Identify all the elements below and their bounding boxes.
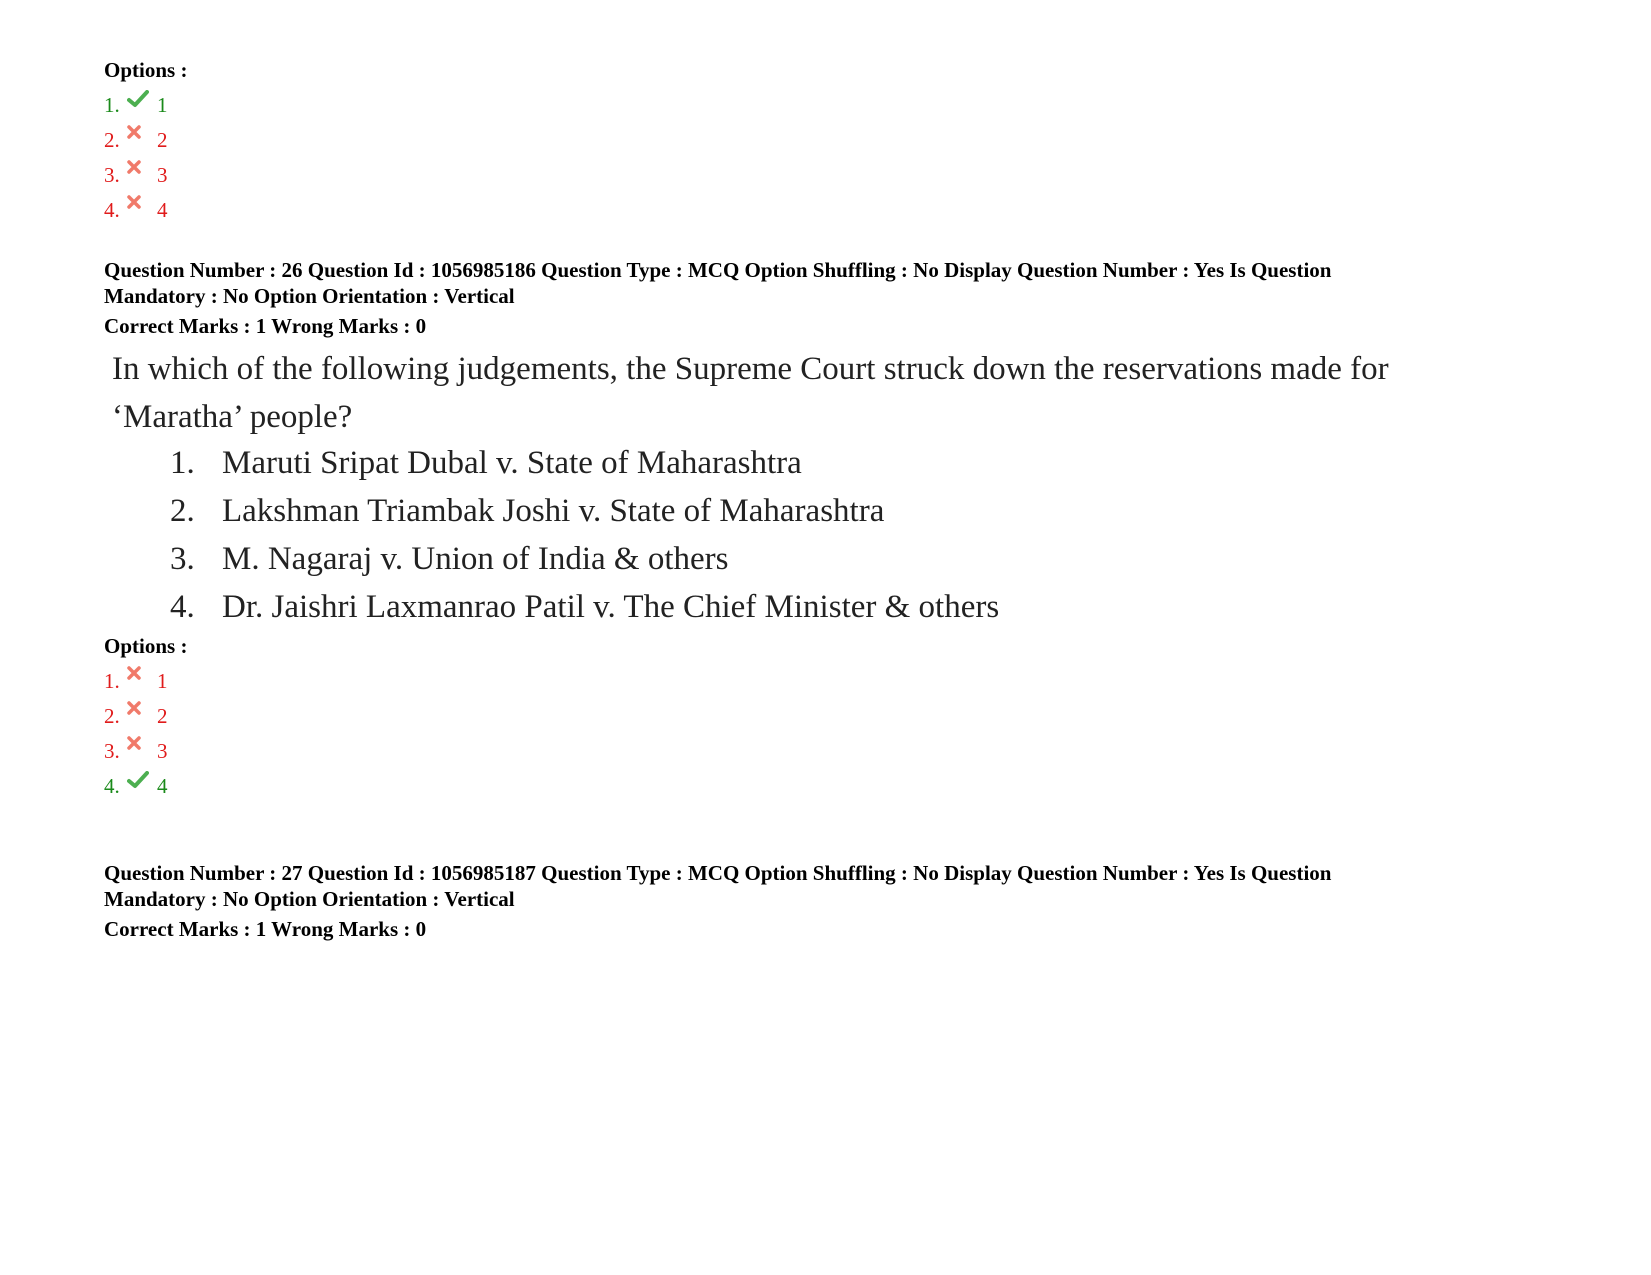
option-number: 3. — [104, 163, 120, 187]
option-number: 3. — [104, 739, 120, 763]
option-item — [104, 699, 1584, 734]
options-label: Options : — [104, 58, 188, 82]
choice-text: M. Nagaraj v. Union of India & others — [222, 541, 729, 577]
option-value: 3 — [157, 163, 168, 187]
question-meta-line-1: Question Number : 26 Question Id : 1056985186 Question Type : MCQ Option Shuffling : No Display Question Number : Yes Is Question — [104, 258, 1332, 282]
cross-icon — [127, 193, 157, 228]
option-item — [104, 158, 187, 193]
question-26 — [104, 257, 1584, 804]
option-value: 1 — [157, 93, 168, 117]
option-item — [104, 193, 187, 228]
options-block-q25 — [104, 57, 187, 228]
option-item — [104, 769, 1584, 804]
options-label: Options : — [104, 634, 188, 658]
option-number: 4. — [104, 198, 120, 222]
check-icon — [127, 769, 157, 804]
option-item — [104, 88, 187, 123]
cross-icon — [127, 734, 157, 769]
option-item — [104, 664, 1584, 699]
cross-icon — [127, 664, 157, 699]
choice-text: Lakshman Triambak Joshi v. State of Maharashtra — [222, 493, 885, 529]
choice-number: 1. — [170, 445, 195, 481]
question-stem: In which of the following judgements, the Supreme Court struck down the reservations made for ‘Maratha’ people? — [112, 351, 1389, 435]
cross-icon — [127, 123, 157, 158]
option-number: 1. — [104, 93, 120, 117]
cross-icon — [127, 158, 157, 193]
choice-number: 4. — [170, 589, 195, 625]
question-meta-line-2: Mandatory : No Option Orientation : Vertical — [104, 284, 515, 308]
option-value: 3 — [157, 739, 168, 763]
option-value: 1 — [157, 669, 168, 693]
question-27 — [104, 860, 1584, 942]
cross-icon — [127, 699, 157, 734]
choice-text: Dr. Jaishri Laxmanrao Patil v. The Chief Minister & others — [222, 589, 1000, 625]
choice-item — [170, 535, 1584, 583]
option-value: 2 — [157, 128, 168, 152]
choice-text: Maruti Sripat Dubal v. State of Maharashtra — [222, 445, 802, 481]
question-text — [104, 345, 1584, 631]
choice-number: 3. — [170, 541, 195, 577]
question-meta-line-2: Mandatory : No Option Orientation : Vertical — [104, 887, 515, 911]
option-value: 4 — [157, 198, 168, 222]
option-number: 2. — [104, 128, 120, 152]
option-number: 4. — [104, 774, 120, 798]
option-number: 2. — [104, 704, 120, 728]
question-marks: Correct Marks : 1 Wrong Marks : 0 — [104, 917, 427, 941]
choice-number: 2. — [170, 493, 195, 529]
check-icon — [127, 88, 157, 123]
choice-item — [170, 487, 1584, 535]
choice-item — [170, 439, 1584, 487]
option-item — [104, 123, 187, 158]
question-meta-line-1: Question Number : 27 Question Id : 1056985187 Question Type : MCQ Option Shuffling : No Display Question Number : Yes Is Question — [104, 861, 1332, 885]
choice-item — [170, 583, 1584, 631]
option-value: 4 — [157, 774, 168, 798]
option-value: 2 — [157, 704, 168, 728]
question-marks: Correct Marks : 1 Wrong Marks : 0 — [104, 314, 427, 338]
option-number: 1. — [104, 669, 120, 693]
question-choices-list — [112, 439, 1584, 631]
option-item — [104, 734, 1584, 769]
